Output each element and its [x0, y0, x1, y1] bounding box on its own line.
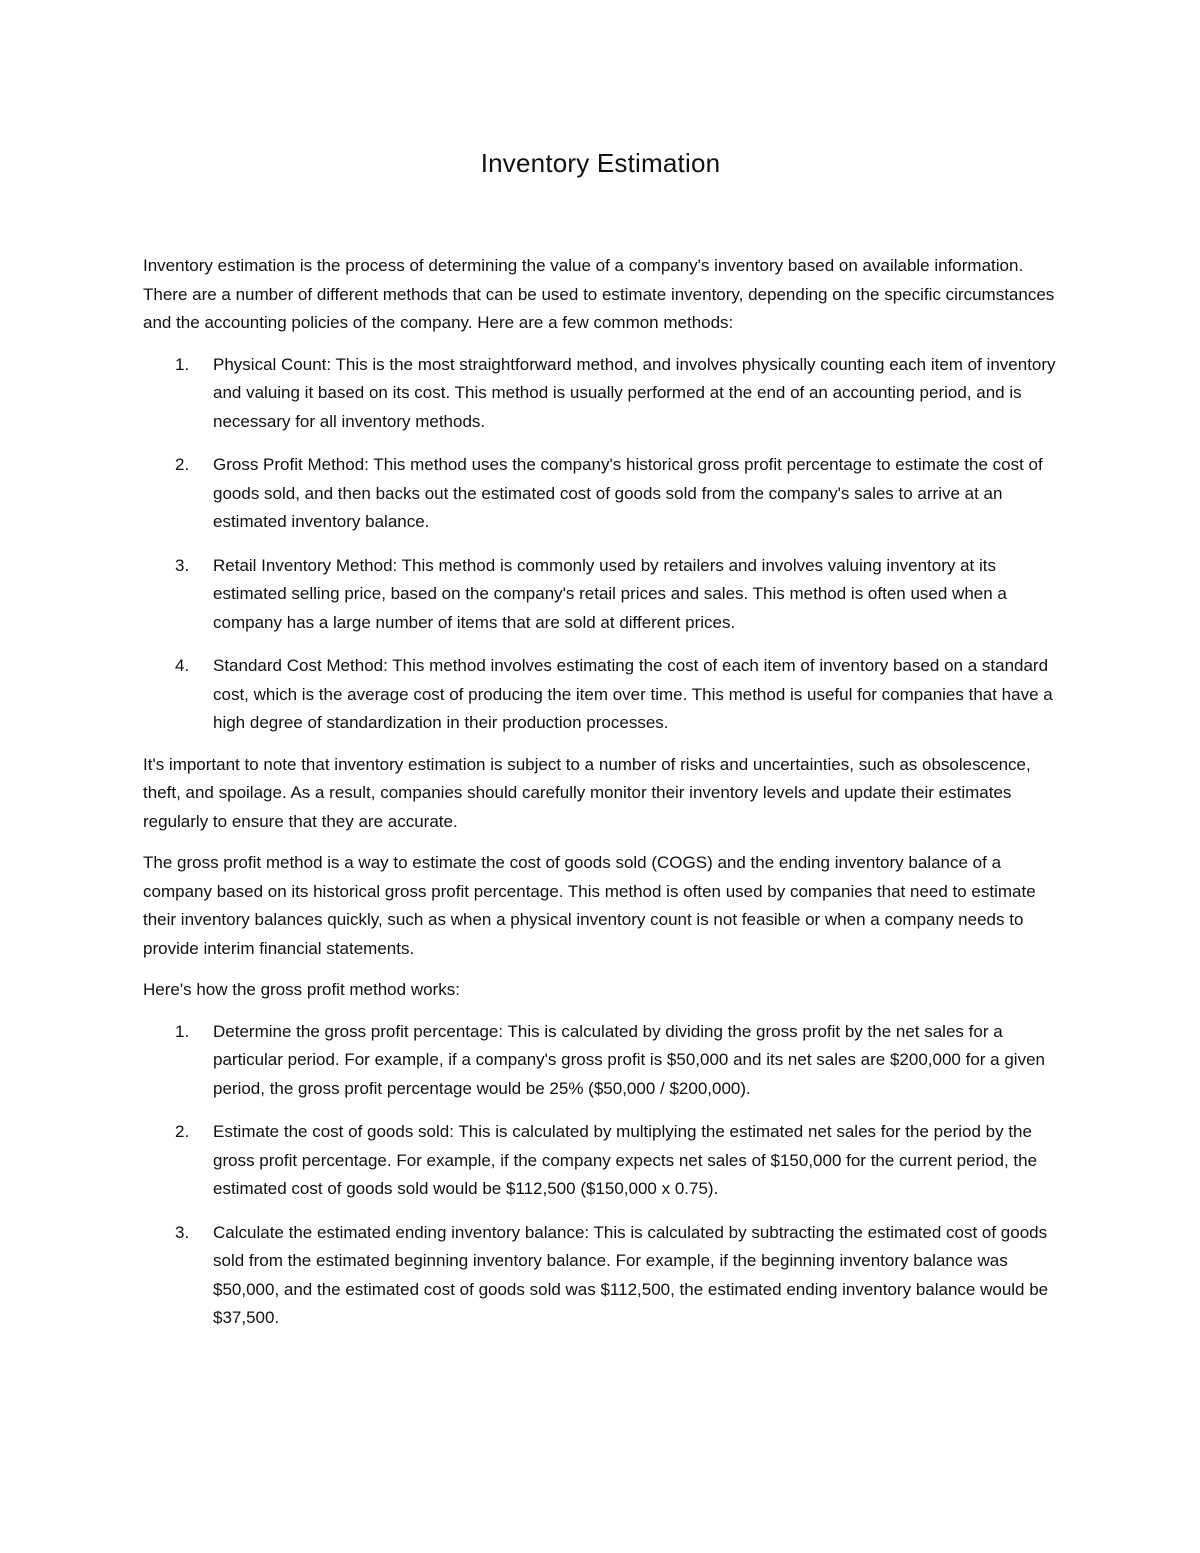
how-it-works-intro: Here's how the gross profit method works:: [143, 980, 460, 999]
list-number: 1.: [175, 354, 190, 374]
list-item: [143, 451, 1058, 537]
list-item: [143, 552, 1058, 638]
list-item-text: Determine the gross profit percentage: This is calculated by dividing the gross profit by the net sales for a particular period. For example, if a company's gross profit is $50,000 and its net sales are $200,000 for a given period, the gross profit percentage would be 25% ($50,000 / $200,000).: [213, 1021, 1045, 1098]
risks-paragraph: It's important to note that inventory estimation is subject to a number of risks and uncertainties, such as obsolescence, theft, and spoilage. As a result, companies should carefully monitor their inventory levels and update their estimates regularly to ensure that they are accurate.: [143, 754, 1031, 831]
list-item-text: Gross Profit Method: This method uses the company's historical gross profit percentage to estimate the cost of goods sold, and then backs out the estimated cost of goods sold from the company's sales to arrive at an estimated inventory balance.: [213, 455, 1043, 531]
list-number: 2.: [175, 1122, 190, 1141]
list-item: [143, 652, 1058, 738]
list-item: [143, 1219, 1058, 1333]
list-item-text: Calculate the estimated ending inventory balance: This is calculated by subtracting the estimated cost of goods sold from the estimated beginning inventory balance. For example, if the beginning inventory balance was $50,000, and the estimated cost of goods sold was $112,500, the estimated ending inventory balance would be $37,500.: [213, 1222, 1049, 1327]
list-number: 2.: [175, 455, 190, 474]
list-number: 3.: [175, 1222, 190, 1242]
list-item-text: Standard Cost Method: This method involves estimating the cost of each item of inventory based on a standard cost, which is the average cost of producing the item over time. This method is useful for companies that have a high degree of standardization in their production processes.: [213, 656, 1053, 732]
methods-list: [143, 351, 1058, 738]
page-title: Inventory Estimation: [480, 148, 721, 178]
gross-profit-paragraph: The gross profit method is a way to estimate the cost of goods sold (COGS) and the ending inventory balance of a company based on its historical gross profit percentage. This method is often used by companies that need to estimate their inventory balances quickly, such as when a physical inventory count is not feasible or when a company needs to provide interim financial statements.: [143, 853, 1036, 958]
list-item-text: Retail Inventory Method: This method is commonly used by retailers and involves valuing inventory at its estimated selling price, based on the company's retail prices and sales. This method is often used when a company has a large number of items that are sold at different prices.: [213, 555, 1007, 632]
list-item: [143, 1018, 1058, 1104]
list-number: 1.: [175, 1021, 190, 1041]
list-item-text: Physical Count: This is the most straightforward method, and involves physically counting each item of inventory and valuing it based on its cost. This method is usually performed at the end of an accounting period, and is necessary for all inventory methods.: [213, 354, 1056, 431]
list-item-text: Estimate the cost of goods sold: This is calculated by multiplying the estimated net sales for the period by the gross profit percentage. For example, if the company expects net sales of $150,000 for the current period, the estimated cost of goods sold would be $112,500 ($150,000 x 0.75).: [213, 1122, 1038, 1198]
list-number: 4.: [175, 656, 190, 675]
list-item: [143, 1118, 1058, 1204]
list-item: [143, 351, 1058, 437]
intro-paragraph: Inventory estimation is the process of determining the value of a company's inventory based on available information. There are a number of different methods that can be used to estimate inventory, depending on the specific circumstances and the accounting policies of the company. Here are a few common methods:: [143, 256, 1055, 332]
list-number: 3.: [175, 555, 190, 575]
steps-list: [143, 1018, 1058, 1333]
